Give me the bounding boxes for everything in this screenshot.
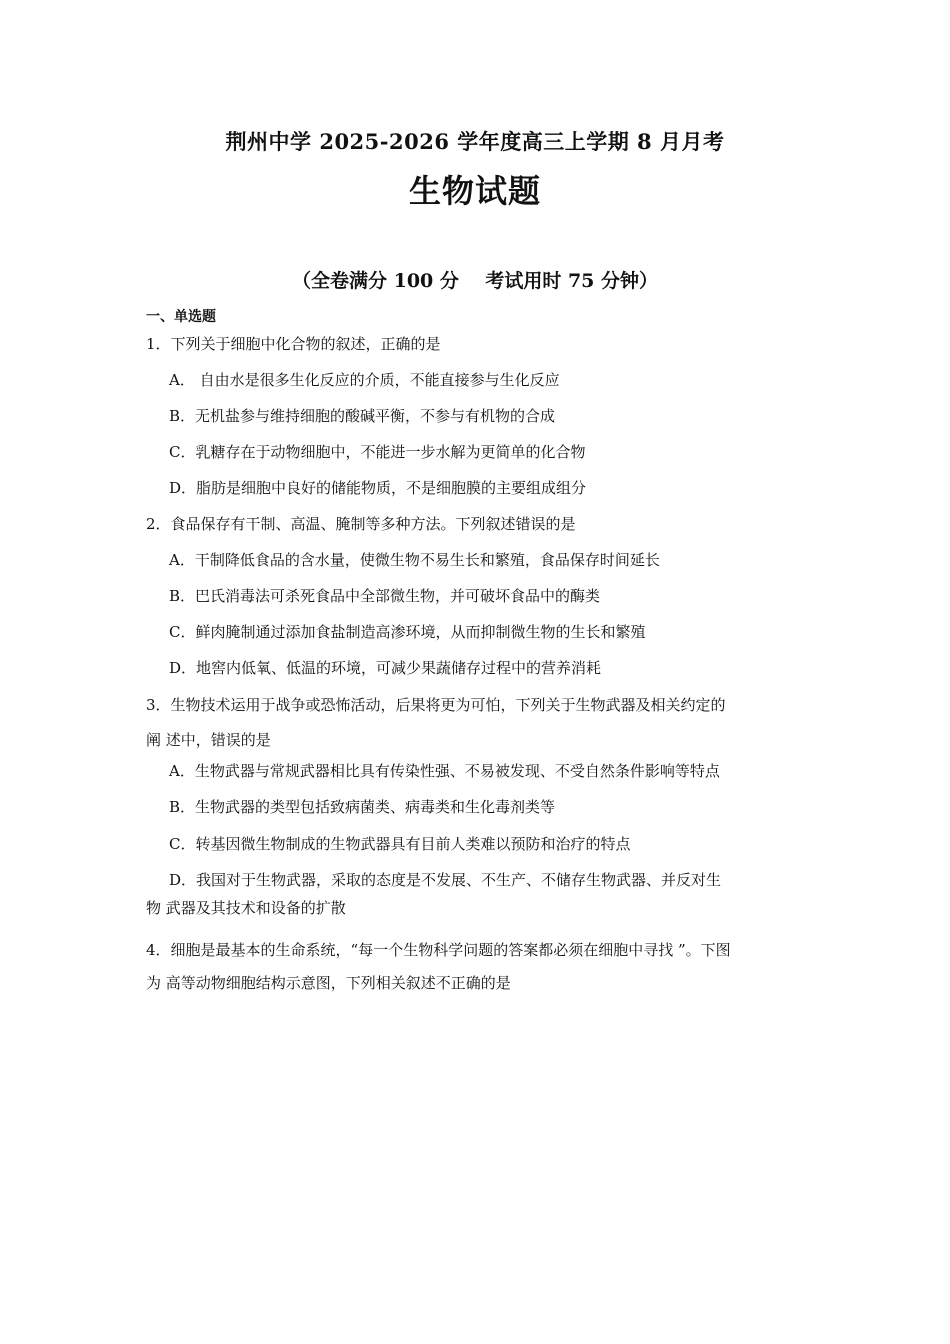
question-3-option-a: A．生物武器与常规武器相比具有传染性强、不易被发现、不受自然条件影响等特点 [169,762,720,780]
question-4-stem-line-2: 为 高等动物细胞结构示意图，下列相关叙述不正确的是 [146,974,511,992]
question-2-stem: 2．食品保存有干制、高温、腌制等多种方法。下列叙述错误的是 [146,515,576,533]
question-2-option-a: A．干制降低食品的含水量，使微生物不易生长和繁殖，食品保存时间延长 [169,551,660,569]
subject-title: 生物试题 [408,172,541,210]
section-heading: 一、单选题 [146,309,216,325]
question-4-stem-line-1: 4．细胞是最基本的生命系统，“每一个生物科学问题的答案都必须在细胞中寻找 ”。下图 [146,941,731,959]
question-3-option-c: C．转基因微生物制成的生物武器具有目前人类难以预防和治疗的特点 [169,835,631,853]
exam-info: （全卷满分 100 分 考试用时 75 分钟） [291,270,659,292]
question-2-option-c: C．鲜肉腌制通过添加食盐制造高渗环境，从而抑制微生物的生长和繁殖 [169,623,646,641]
question-2-option-d: D．地窖内低氧、低温的环境，可减少果蔬储存过程中的营养消耗 [169,659,602,677]
school-exam-title: 荆州中学 2025-2026 学年度高三上学期 8 月月考 [225,129,725,154]
question-3-option-d-line-2: 物 武器及其技术和设备的扩散 [146,899,346,917]
question-1-option-a: A． 自由水是很多生化反应的介质，不能直接参与生化反应 [169,371,560,389]
question-3-stem-line-1: 3．生物技术运用于战争或恐怖活动，后果将更为可怕，下列关于生物武器及相关约定的 [146,696,726,714]
question-3-option-d-line-1: D．我国对于生物武器，采取的态度是不发展、不生产、不储存生物武器、并反对生 [169,871,722,889]
question-1-stem: 1．下列关于细胞中化合物的叙述，正确的是 [146,335,441,353]
question-1-option-d: D．脂肪是细胞中良好的储能物质，不是细胞膜的主要组成组分 [169,479,587,497]
question-3-stem-line-2: 阐 述中，错误的是 [146,731,271,749]
question-1-option-b: B．无机盐参与维持细胞的酸碱平衡，不参与有机物的合成 [169,407,556,425]
question-3-option-b: B．生物武器的类型包括致病菌类、病毒类和生化毒剂类等 [169,798,556,816]
question-1-option-c: C．乳糖存在于动物细胞中，不能进一步水解为更简单的化合物 [169,443,586,461]
question-2-option-b: B．巴氏消毒法可杀死食品中全部微生物，并可破坏食品中的酶类 [169,587,601,605]
